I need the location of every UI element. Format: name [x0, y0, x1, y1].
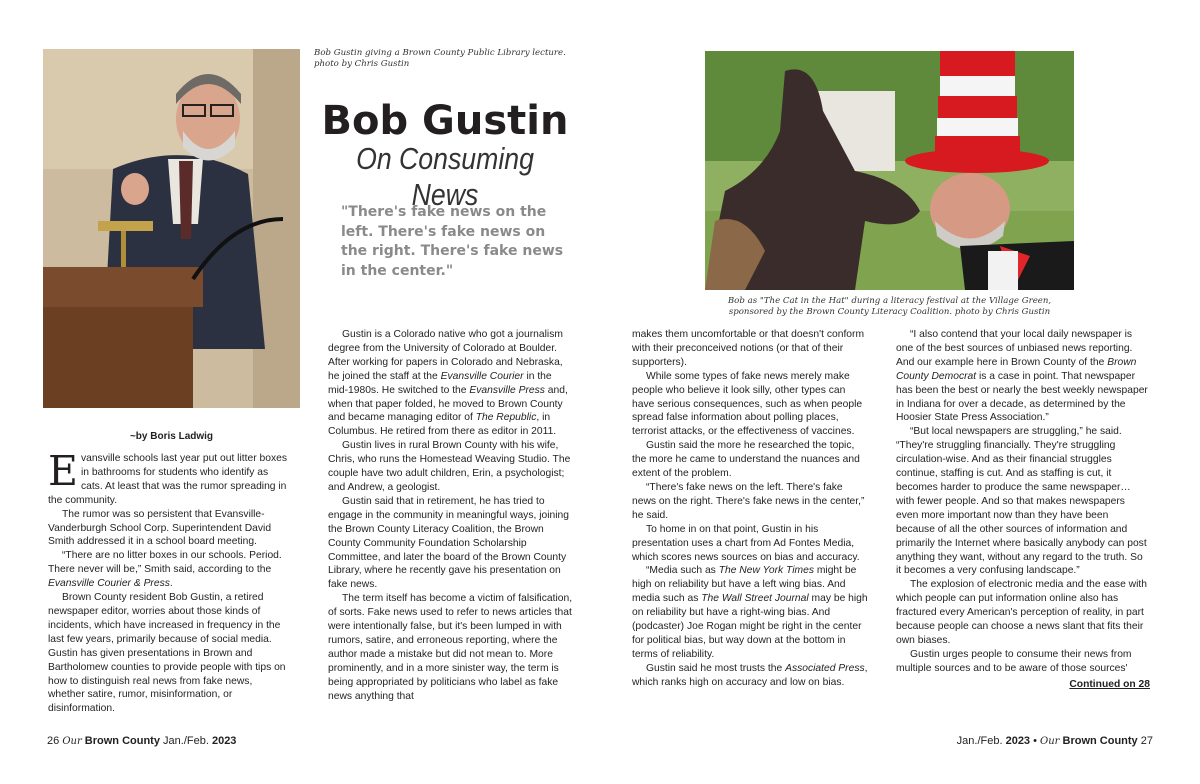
paragraph: Gustin said he most trusts the Associated Press, which ranks high on accuracy and low on bias.: [632, 662, 868, 688]
paragraph: The term itself has become a victim of falsification, of sorts. Fake news used to refer to news articles that were intentionally false, but it's been lumped in with rumors, satire, and erroneous reporting, where the author made a mistake but did not mean to. More prominently, and in a more sinister way, the term is being appropriated by politicians who label as fake news anything that: [328, 593, 573, 702]
article-column-3: [632, 328, 868, 690]
paragraph: Brown County resident Bob Gustin, a retired newspaper editor, worries about those kinds of incidents, which have increased in frequency in the last few years, primarily because of social media. Gustin has given presentations in Brown and Bartholomew counties to provide people with tips on how to distinguish real news from fake news, whether satire, rumor, misinformation, or disinformation.: [48, 592, 286, 715]
paragraph: Gustin said the more he researched the topic, the more he came to understand the nuances and extent of the problem.: [632, 440, 860, 480]
article-title: Bob Gustin: [321, 98, 569, 144]
paragraph: The rumor was so persistent that Evansville-Vanderburgh School Corp. Superintendent David Smith addressed it in a school board meeting.: [48, 508, 272, 548]
magazine-name: Brown County: [1062, 735, 1138, 747]
continued-link[interactable]: Continued on 28: [1069, 678, 1150, 690]
paragraph: Evansville schools last year put out litter boxes in bathrooms for students who identify as cats. At least that was the rumor spreading in the community.: [48, 447, 287, 506]
issue-date: Jan./Feb.: [956, 735, 1003, 747]
paragraph: Gustin said that in retirement, he has tried to engage in the community in meaningful ways, joining the Brown County Literacy Coalition, the Brown County Community Foundation Scholarship Committee, and later the board of the Brown County Library, where he recently gave his presentation on fake news.: [328, 495, 569, 591]
issue-year: 2023: [1005, 735, 1031, 747]
paragraph: “But local newspapers are struggling,” he said. “They're struggling financially. They're struggling circulation-wise. And as their financial struggles continue, staffing is cut. And as staffing is cut, it becomes harder to produce the same newspaper… with fewer people. And so that makes newspapers even more important now than they have been because of all the other sources of information and primarily the Internet where basically anybody can post anything they want, without any regard to the truth. So it becomes a very confusing landscape.”: [896, 426, 1147, 577]
paragraph: The explosion of electronic media and the ease with which people can put information online also has fractured every American's perception of reality, in part because people can choose a news slant that fits their own biases.: [896, 579, 1147, 646]
pull-quote: "There's fake news on the left. There's fake news on the right. There's fake news in the center.": [341, 204, 564, 279]
paragraph: “There's fake news on the left. There's fake news on the right. There's fake news in the center,” he said.: [632, 481, 865, 521]
lecture-photo: [43, 49, 300, 408]
issue-date: Jan./Feb.: [163, 735, 209, 747]
left-page-footer: [47, 735, 236, 747]
paragraph: Gustin lives in rural Brown County with his wife, Chris, who runs the Homestead Weaving Studio. The couple have two adult children, Erin, a psychologist; and Andrew, a geologist.: [328, 440, 571, 493]
paragraph: While some types of fake news merely make people who believe it look silly, other types can have serious consequences, such as when people spread false information about polling places, terrorist attacks, or the effectiveness of vaccines.: [632, 370, 863, 438]
lecture-photo-caption: Bob Gustin giving a Brown County Public Library lecture. photo by Chris Gustin: [314, 48, 566, 69]
paragraph: Gustin urges people to consume their news from multiple sources and to be aware of those sources': [896, 648, 1132, 674]
paragraph: “I also contend that your local daily newspaper is one of the best sources of unbiased news reporting. And our example here in Brown County of the Brown County Democrat is a case in point. That newspaper has been the best or nearly the best weekly newspaper in Indiana for over a decade, as determined by the Hoosier State Press Association.”: [896, 329, 1148, 424]
article-subtitle: On Consuming News: [356, 141, 534, 212]
article-column-4: [896, 328, 1150, 692]
page-number: 27: [1140, 735, 1153, 747]
magazine-name: Brown County: [84, 735, 160, 747]
article-column-1: [48, 447, 288, 716]
page-number: 26: [47, 735, 60, 747]
paragraph: “There are no litter boxes in our schools. Period. There never will be,” Smith said, according to the Evansville Courier & Press.: [48, 550, 282, 590]
byline: ~by Boris Ladwig: [129, 431, 214, 442]
drop-cap: E: [48, 447, 78, 495]
our-logo: Our: [62, 736, 82, 747]
cat-photo-caption: Bob as "The Cat in the Hat" during a literacy festival at the Village Green, sponsored by the Brown County Literacy Coalition. photo by Chris Gustin: [727, 296, 1052, 317]
right-page-footer: Jan./Feb. 2023 • Our Brown County 27: [956, 735, 1153, 747]
paragraph: Gustin is a Colorado native who got a journalism degree from the University of Colorado at Boulder. After working for papers in Colorado and Nebraska, he joined the staff at the Evansville Courier in the mid-1980s. He switched to the Evansville Press and, when that paper folded, he moved to Brown County and became managing editor of The Republic, in Columbus. He retired from there as editor in 2011.: [328, 329, 568, 438]
paragraph: To home in on that point, Gustin in his presentation uses a chart from Ad Fontes Media, which scores news sources on bias and accuracy.: [632, 523, 860, 563]
issue-year: 2023: [211, 735, 237, 747]
article-column-2: [328, 328, 574, 703]
cat-in-the-hat-photo: [705, 51, 1074, 290]
our-logo: Our: [1040, 736, 1060, 747]
paragraph: makes them uncomfortable or that doesn't conform with their preconceived notions (or that of their supporters).: [632, 329, 865, 368]
paragraph: “Media such as The New York Times might be high on reliability but have a left wing bias. And media such as The Wall Street Journal may be high on reliability but have a right-wing bias. And (podcaster) Joe Rogan might be right in the center for political bias, but way down at the bottom in terms of reliability.: [632, 565, 868, 660]
